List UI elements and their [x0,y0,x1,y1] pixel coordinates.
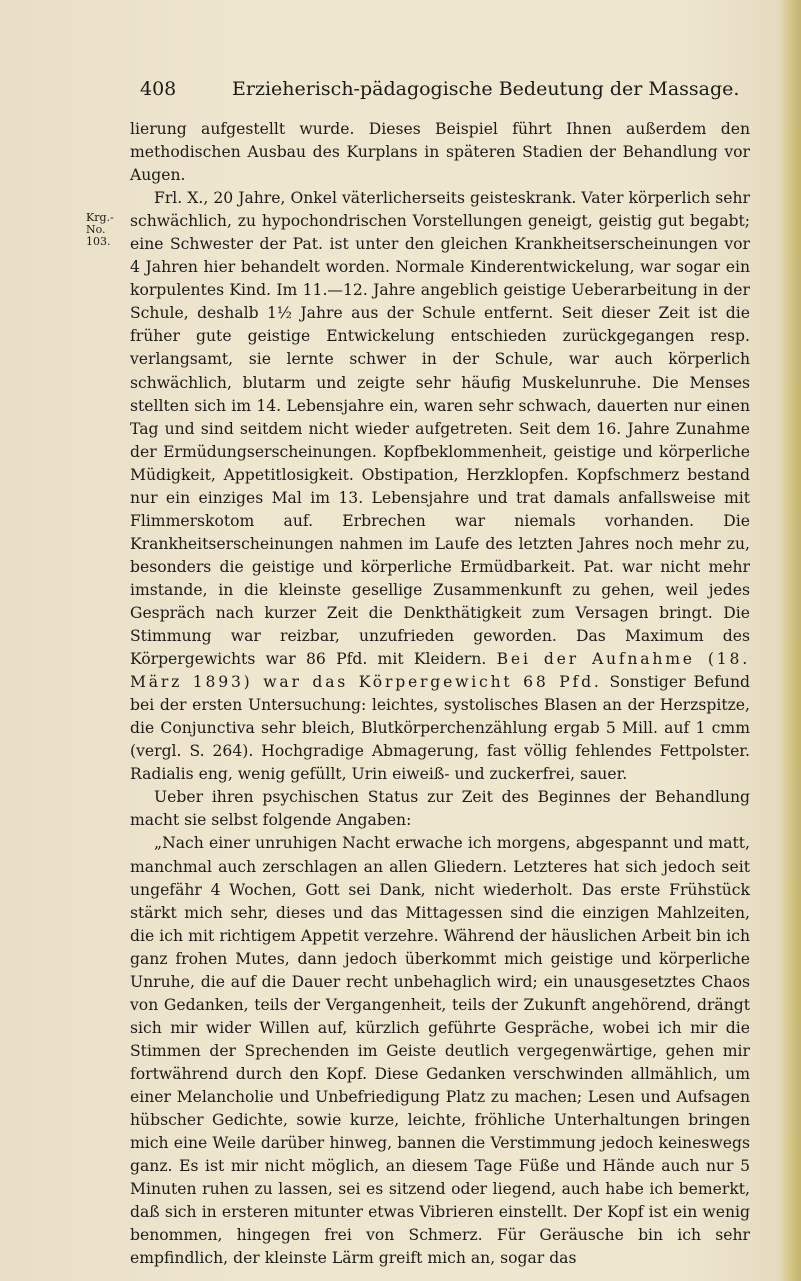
margin-note-line-2: No. 103. [86,223,111,248]
page-number: 408 [140,78,177,100]
page-edge-shading [779,0,801,1281]
margin-note-line-1: Krg.- [86,211,114,224]
paragraph-patient-statement: „Nach einer unruhigen Nacht erwache ich morgens, abgespannt und matt, manchmal auch zerschlagen an allen Gliedern. Letzteres hat sich jedoch seit ungefähr 4 Wochen, Gott sei Dank, nicht wiederholt. Das erste Frühstück stärkt mich sehr, dieses und das Mittagessen sind die einzigen Mahlzeiten, die ich mit richtigem Appetit verzehre. Während der häuslichen Arbeit bin ich ganz frohen Mutes, dann jedoch überkommt mich geistige und körperliche Unruhe, die auf die Dauer recht unbehaglich wird; ein unausgesetztes Chaos von Gedanken, teils der Vergangenheit, teils der Zukunft angehörend, drängt sich mir wider Willen auf, kürzlich geführte Gespräche, wobei ich mir die Stimmen der Sprechenden im Geiste deutlich vergegenwärtige, gehen mir fortwährend durch den Kopf. Diese Gedanken verschwinden allmählich, um einer Melancholie und Unbefriedigung Platz zu machen; Lesen und Aufsagen hübscher Gedichte, sowie kurze, leichte, fröhliche Unterhaltungen bringen mich eine Weile darüber hinweg, bannen die Verstimmung jedoch keineswegs ganz. Es ist mir nicht möglich, an diesem Tage Füße und Hände auch nur 5 Minuten ruhen zu lassen, sei es sitzend oder liegend, auch habe ich bemerkt, daß sich in ersteren mitunter etwas Vibrieren einstellt. Der Kopf ist ein wenig benommen, hingegen frei von Schmerz. Für Geräusche bin ich sehr empfindlich, der kleinste Lärm greift mich an, sogar das [130,834,750,1268]
case-report-findings: Sonstiger Befund bei der ersten Untersuchung: leichtes, systolisches Blasen an der Herzspitze, die Conjunctiva sehr bleich, Blutkörperchenzählung ergab 5 Mill. auf 1 cmm (vergl. S. 264). Hochgradige Abmagerung, fast völlig fehlendes Fettpolster. Radialis eng, wenig gefüllt, Urin eiweiß- und zuckerfrei, sauer. [130,673,750,784]
paragraph-case-report [130,187,750,786]
paragraph-continuation: lierung aufgestellt wurde. Dieses Beispiel führt Ihnen außerdem den methodischen Ausbau des Kurplans in späteren Stadien der Behandlung vor Augen. [130,120,750,185]
page-header [0,78,801,108]
running-title: Erzieherisch-pädagogische Bedeutung der Massage. [232,78,740,100]
body-text [130,118,750,1270]
case-report-admission-weight: Bei der Aufnahme (18. März 1893) war das Körpergewicht 68 Pfd. [130,650,750,692]
margin-note [86,212,126,248]
case-report-history: Frl. X., 20 Jahre, Onkel väterlicherseits geisteskrank. Vater körperlich sehr schwächlich, zu hypochondrischen Vorstellungen geneigt, geistig gut begabt; eine Schwester der Pat. ist unter den gleichen Krankheitserscheinungen vor 4 Jahren hier behandelt worden. Normale Kinderentwickelung, war sogar ein korpulentes Kind. Im 11.—12. Jahre angeblich geistige Ueberarbeitung in der Schule, deshalb 1½ Jahre aus der Schule entfernt. Seit dieser Zeit ist die früher gute geistige Entwickelung entschieden zurückgegangen resp. verlangsamt, sie lernte schwer in der Schule, war auch körperlich schwächlich, blutarm und zeigte sehr häufig Muskelunruhe. Die Menses stellten sich im 14. Lebensjahre ein, waren sehr schwach, dauerten nur einen Tag und sind seitdem nicht wieder aufgetreten. Seit dem 16. Jahre Zunahme der Ermüdungserscheinungen. Kopfbeklommenheit, geistige und körperliche Müdigkeit, Appetitlosigkeit. Obstipation, Herzklopfen. Kopfschmerz bestand nur ein einziges Mal im 13. Lebensjahre und trat damals anfallsweise mit Flimmerskotom auf. Erbrechen war niemals vorhanden. Die Krankheitserscheinungen nahmen im Laufe des letzten Jahres noch mehr zu, besonders die geistige und körperliche Ermüdbarkeit. Pat. war nicht mehr imstande, in die kleinste gesellige Zusammenkunft zu gehen, weil jedes Gespräch nach kurzer Zeit die Denkthätigkeit zum Versagen bringt. Die Stimmung war reizbar, unzufrieden geworden. Das Maximum des Körpergewichts war 86 Pfd. mit Kleidern. [130,189,750,669]
paragraph-psychic-status-intro: Ueber ihren psychischen Status zur Zeit des Beginnes der Behandlung macht sie selbst folgende Angaben: [130,788,750,830]
